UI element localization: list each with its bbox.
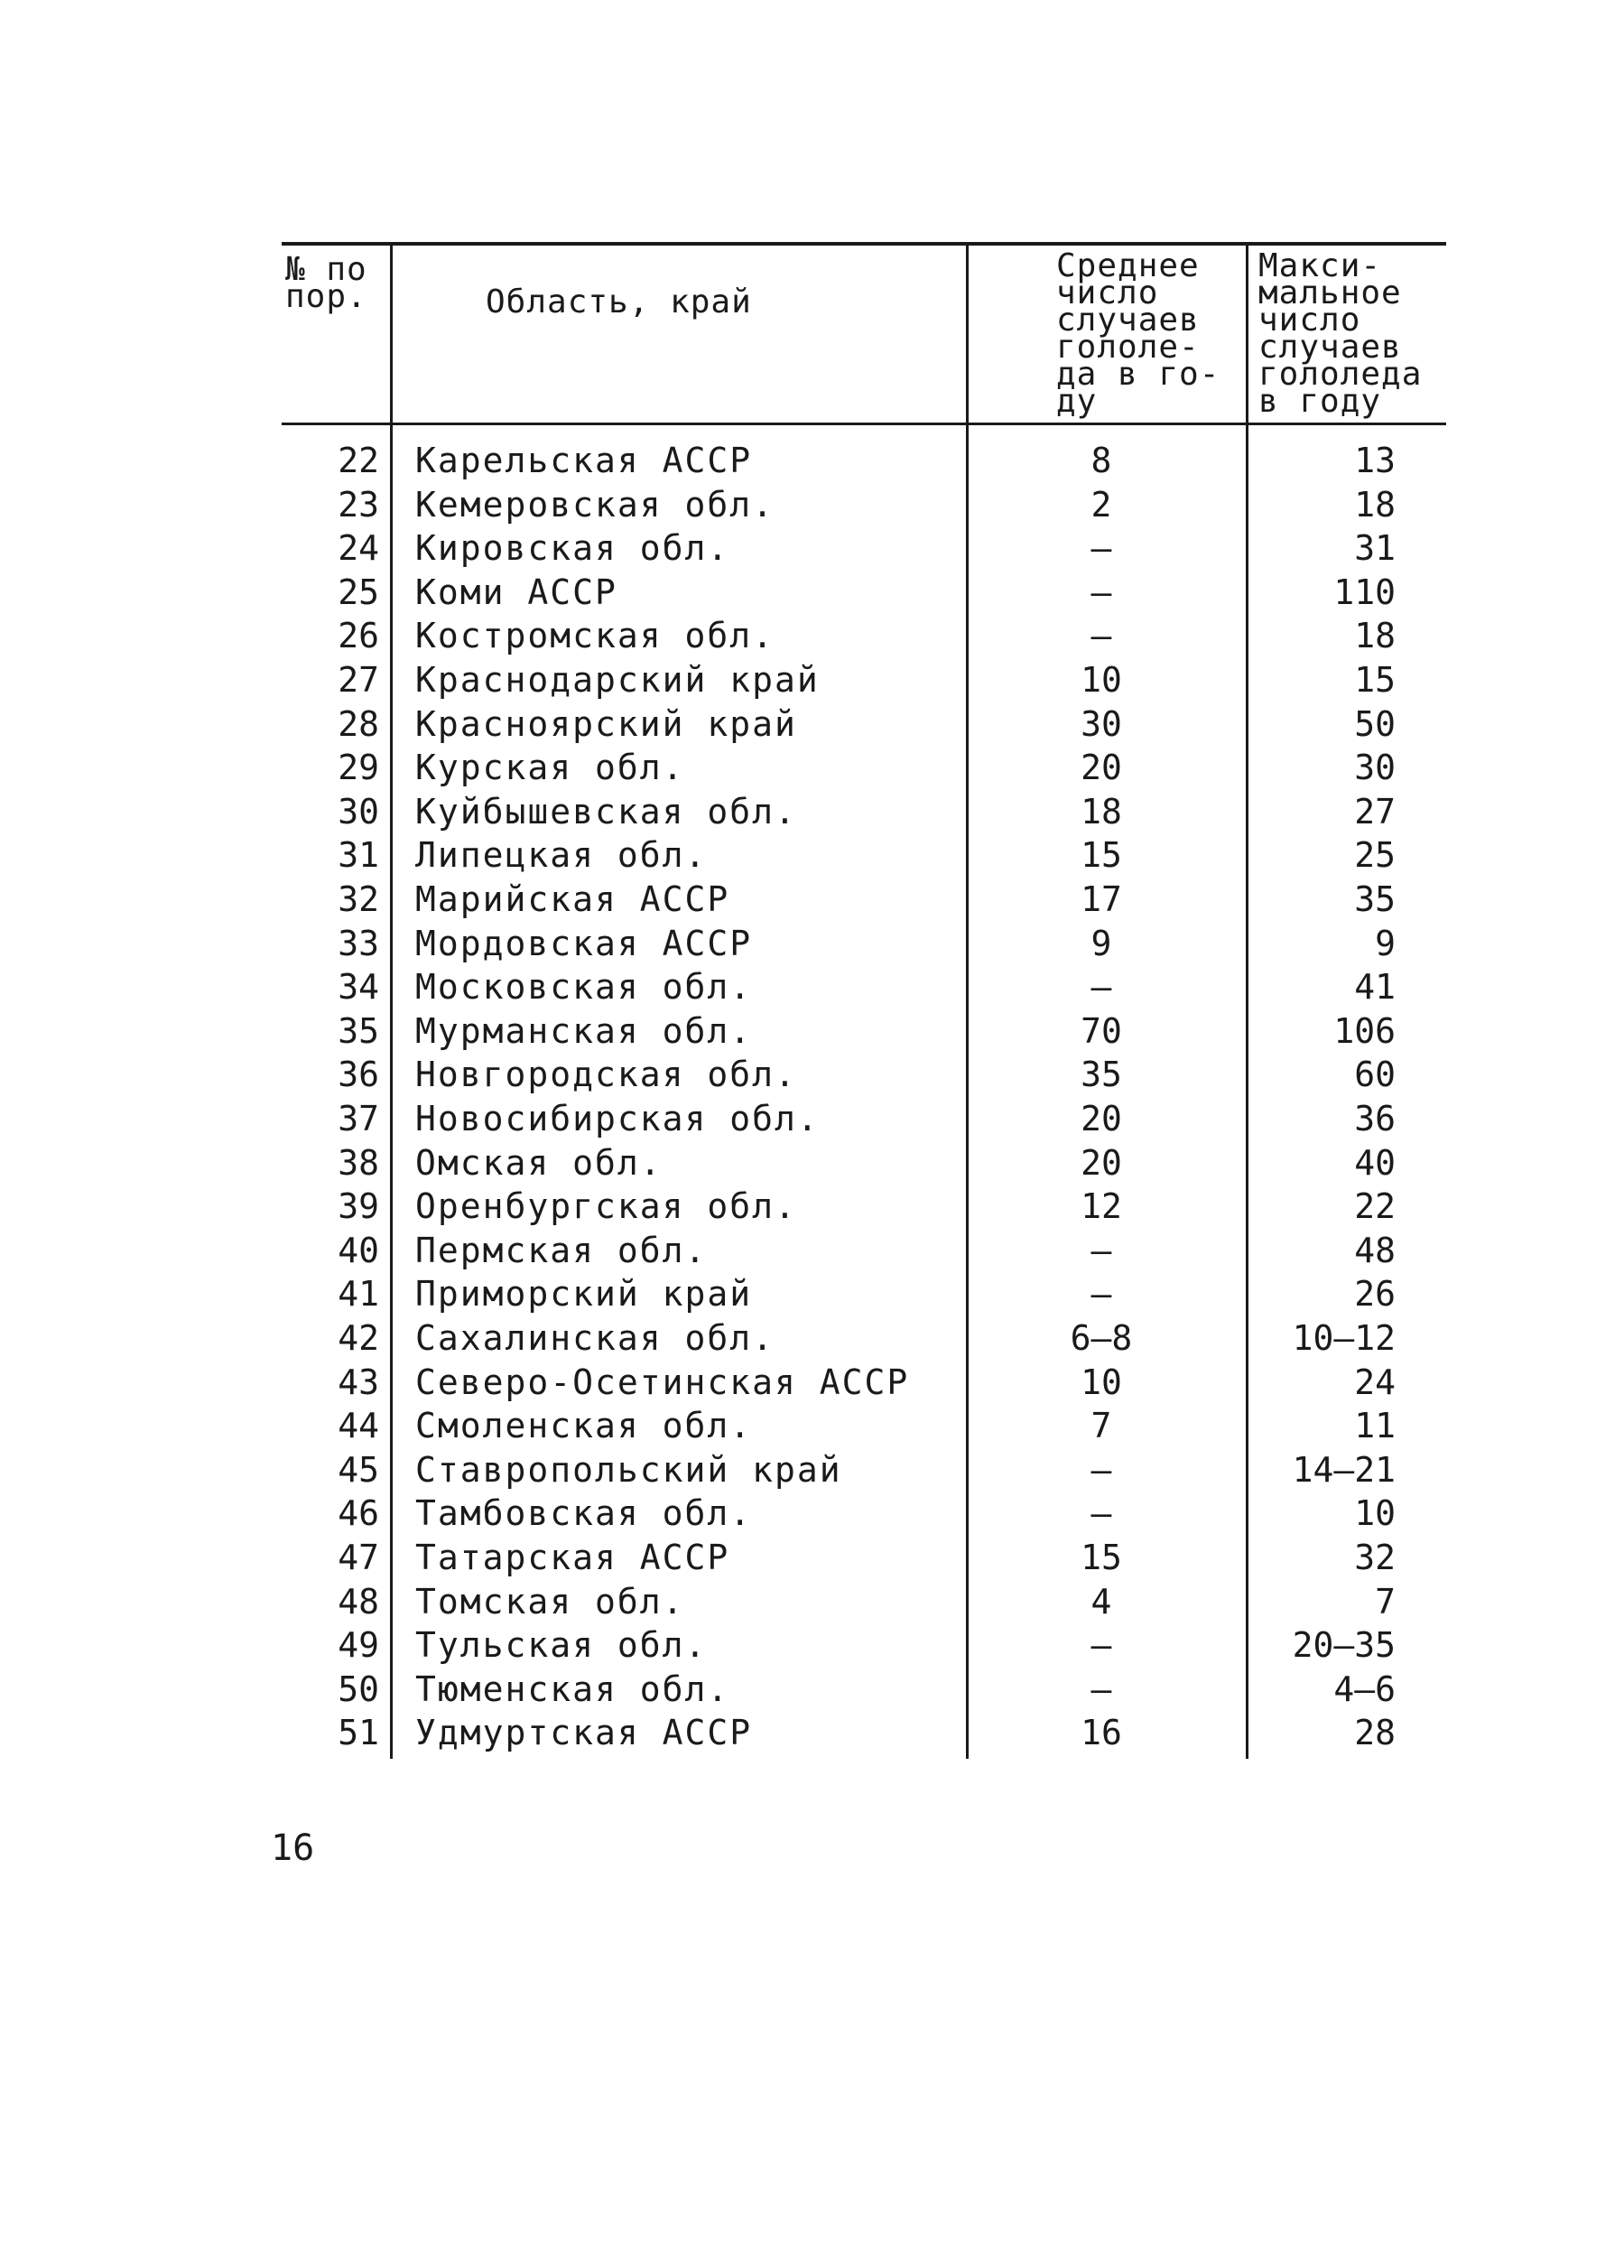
row-region: Пермская обл. [415,1230,708,1270]
row-average: 15 [1081,835,1122,876]
row-average: 12 [1081,1186,1122,1227]
header-average-line: ду [1056,383,1098,420]
row-average: 2 [1090,484,1112,525]
table-row [282,1580,1446,1623]
table-row [282,1141,1446,1185]
row-maximum: 4–6 [1333,1668,1396,1709]
row-maximum: 18 [1354,616,1396,656]
header-number-line: № по [285,251,367,288]
row-maximum: 60 [1354,1055,1396,1095]
row-region: Мурманская обл. [415,1010,753,1051]
row-average: 17 [1081,879,1122,919]
row-maximum: 10–12 [1292,1318,1396,1358]
row-region: Московская обл. [415,967,753,1008]
row-region: Омская обл. [415,1142,663,1183]
row-maximum: 40 [1354,1142,1396,1183]
row-maximum: 31 [1354,528,1396,569]
row-region: Куйбышевская обл. [415,791,797,832]
row-average: 10 [1081,1362,1122,1402]
header-average-line: Среднее [1056,247,1200,284]
row-average: – [1090,967,1112,1008]
row-number: 33 [338,923,379,963]
table-row [282,658,1446,702]
row-region: Оренбургская обл. [415,1186,797,1227]
row-maximum: 26 [1354,1274,1396,1315]
header-region [486,284,847,321]
header-maximum-line: мальное [1258,274,1402,311]
row-number: 36 [338,1055,379,1095]
row-number: 39 [338,1186,379,1227]
row-average: 18 [1081,791,1122,832]
row-number: 37 [338,1099,379,1139]
row-number: 23 [338,484,379,525]
row-maximum: 50 [1354,703,1396,744]
row-average: – [1090,1230,1112,1270]
table-row [282,1097,1446,1140]
row-number: 38 [338,1142,379,1183]
row-number: 35 [338,1010,379,1051]
row-maximum: 11 [1354,1406,1396,1446]
table-row [282,922,1446,965]
row-number: 34 [338,967,379,1008]
row-maximum: 27 [1354,791,1396,832]
row-number: 26 [338,616,379,656]
row-region: Томская обл. [415,1581,685,1622]
table-row [282,1009,1446,1053]
row-number: 51 [338,1713,379,1753]
row-maximum: 35 [1354,879,1396,919]
row-maximum: 13 [1354,441,1396,480]
table-row [282,965,1446,1009]
row-number: 27 [338,660,379,700]
row-average: – [1090,572,1112,612]
row-number: 50 [338,1668,379,1709]
header-average-line: число [1056,274,1159,311]
row-region: Красноярский край [415,703,797,744]
row-number: 32 [338,879,379,919]
row-average: 20 [1081,1099,1122,1139]
header-region-label: Область, край [486,284,752,321]
row-number: 44 [338,1406,379,1446]
table-row [282,1448,1446,1492]
row-region: Марийская АССР [415,879,730,919]
table-row [282,746,1446,789]
row-region: Северо-Осетинская АССР [415,1362,910,1402]
row-region: Удмуртская АССР [415,1713,753,1753]
row-region: Приморский край [415,1274,753,1315]
row-maximum: 15 [1354,660,1396,700]
row-number: 28 [338,703,379,744]
row-number: 41 [338,1274,379,1315]
row-average: 4 [1090,1581,1112,1622]
row-number: 29 [338,748,379,788]
row-average: 6–8 [1070,1318,1133,1358]
header-maximum [1258,247,1448,420]
row-average: 70 [1081,1010,1122,1051]
row-region: Тюменская обл. [415,1668,730,1709]
table-row [282,483,1446,526]
header-maximum-line: в году [1258,383,1382,420]
row-average: – [1090,1668,1112,1709]
row-region: Новгородская обл. [415,1055,797,1095]
header-number-line: пор. [285,278,367,315]
row-region: Татарская АССР [415,1538,730,1577]
row-average: 7 [1090,1406,1112,1446]
header-average-line: да в го- [1056,356,1220,393]
row-number: 46 [338,1493,379,1534]
row-number: 30 [338,791,379,832]
row-average: – [1090,616,1112,656]
header-maximum-line: Макси- [1258,247,1382,284]
row-region: Кемеровская обл. [415,484,775,525]
row-region: Кировская обл. [415,528,730,569]
row-average: 10 [1081,660,1122,700]
table-row [282,1229,1446,1272]
row-number: 22 [338,441,379,480]
table-row [282,1361,1446,1404]
row-maximum: 24 [1354,1362,1396,1402]
row-region: Новосибирская обл. [415,1099,820,1139]
row-region: Сахалинская обл. [415,1318,775,1358]
table-row [282,1272,1446,1315]
row-maximum: 106 [1333,1010,1396,1051]
row-maximum: 25 [1354,835,1396,876]
row-average: 35 [1081,1055,1122,1095]
row-region: Костромская обл. [415,616,775,656]
table-header-rule [282,423,1446,425]
row-average: – [1090,1274,1112,1315]
row-region: Липецкая обл. [415,835,708,876]
page-number: 16 [271,1827,315,1869]
table-row [282,790,1446,833]
table-top-rule [282,242,1446,246]
row-region: Мордовская АССР [415,923,753,963]
row-maximum: 41 [1354,967,1396,1008]
row-region: Коми АССР [415,572,617,612]
row-region: Курская обл. [415,748,685,788]
header-average [1049,247,1273,420]
header-number [285,251,394,315]
table-row [282,571,1446,614]
row-maximum: 14–21 [1292,1449,1396,1490]
table-row [282,1316,1446,1360]
row-average: 9 [1090,923,1112,963]
table-row [282,1185,1446,1228]
row-number: 49 [338,1625,379,1666]
row-region: Смоленская обл. [415,1406,753,1446]
row-region: Тульская обл. [415,1625,708,1666]
row-average: 30 [1081,703,1122,744]
row-average: 15 [1081,1538,1122,1577]
row-average: – [1090,1625,1112,1666]
table-row [282,1492,1446,1535]
row-region: Ставропольский край [415,1449,842,1490]
row-number: 24 [338,528,379,569]
row-maximum: 36 [1354,1099,1396,1139]
table-row [282,1668,1446,1711]
row-average: – [1090,1449,1112,1490]
row-region: Карельская АССР [415,441,753,480]
row-average: 20 [1081,748,1122,788]
table-row [282,1404,1446,1447]
table-row [282,614,1446,657]
row-maximum: 32 [1354,1538,1396,1577]
row-number: 31 [338,835,379,876]
row-maximum: 18 [1354,484,1396,525]
row-maximum: 20–35 [1292,1625,1396,1666]
header-maximum-line: случаев [1258,329,1402,366]
table-row [282,1711,1446,1754]
row-maximum: 10 [1354,1493,1396,1534]
table-row [282,833,1446,877]
row-average: 20 [1081,1142,1122,1183]
table-row [282,1536,1446,1579]
row-maximum: 7 [1375,1581,1396,1622]
table-row [282,1053,1446,1096]
row-number: 43 [338,1362,379,1402]
row-region: Краснодарский край [415,660,820,700]
row-number: 42 [338,1318,379,1358]
header-average-line: случаев [1056,302,1200,339]
row-number: 45 [338,1449,379,1490]
row-number: 48 [338,1581,379,1622]
table-row [282,439,1446,482]
row-maximum: 9 [1375,923,1396,963]
row-maximum: 22 [1354,1186,1396,1227]
row-average: – [1090,528,1112,569]
row-region: Тамбовская обл. [415,1493,753,1534]
row-average: 8 [1090,441,1112,480]
row-number: 47 [338,1538,379,1577]
header-average-line: гололе- [1056,329,1200,366]
row-maximum: 30 [1354,748,1396,788]
header-maximum-line: гололеда [1258,356,1423,393]
table-row [282,878,1446,921]
table-row [282,526,1446,570]
header-maximum-line: число [1258,302,1361,339]
row-maximum: 28 [1354,1713,1396,1753]
table-row [282,702,1446,746]
row-average: 16 [1081,1713,1122,1753]
row-maximum: 48 [1354,1230,1396,1270]
row-maximum: 110 [1333,572,1396,612]
row-number: 25 [338,572,379,612]
table-row [282,1623,1446,1667]
row-number: 40 [338,1230,379,1270]
row-average: – [1090,1493,1112,1534]
